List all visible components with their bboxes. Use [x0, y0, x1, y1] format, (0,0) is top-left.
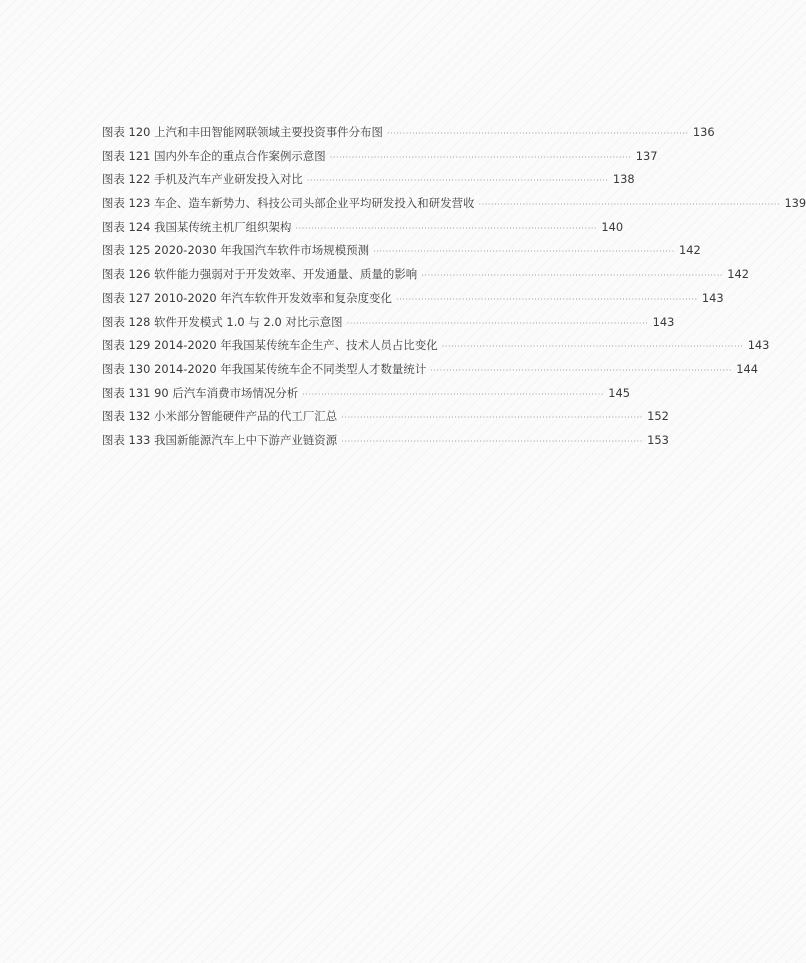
toc-entry[interactable]: [102, 334, 770, 358]
toc-entry-title: 图表 132 小米部分智能硬件产品的代工厂汇总: [102, 409, 338, 424]
dot-leader: ································································································: [373, 247, 675, 257]
table-of-figures: [102, 121, 806, 453]
toc-entry[interactable]: [102, 358, 758, 382]
dot-leader: ································································································: [430, 365, 732, 375]
toc-entry-title: 图表 124 我国某传统主机厂组织架构: [102, 219, 292, 234]
toc-entry-page: 143: [701, 290, 724, 305]
toc-entry-title: 图表 125 2020-2030 年我国汽车软件市场规模预测: [102, 243, 370, 258]
toc-entry-page: 140: [601, 219, 624, 234]
toc-entry-page: 139: [784, 196, 806, 211]
dot-leader: ································································································: [395, 294, 698, 304]
dot-leader: ································································································: [306, 176, 609, 186]
toc-entry-page: 144: [736, 361, 758, 376]
toc-entry-title: 图表 123 车企、造车新势力、科技公司头部企业平均研发投入和研发营收: [102, 196, 475, 211]
toc-entry[interactable]: [102, 429, 669, 453]
toc-entry-page: 142: [679, 243, 701, 258]
dot-leader: ································································································: [295, 223, 598, 233]
toc-entry-page: 137: [635, 148, 658, 163]
dot-leader: ································································································: [421, 271, 723, 281]
dot-leader: ································································································: [341, 413, 643, 423]
toc-entry-page: 136: [692, 125, 715, 139]
toc-entry-page: 142: [727, 267, 749, 282]
dot-leader: ································································································: [478, 200, 781, 210]
toc-entry-title: 图表 120 上汽和丰田智能网联领域主要投资事件分布图: [102, 125, 383, 139]
toc-entry[interactable]: [102, 216, 624, 240]
toc-entry-page: 143: [747, 338, 770, 353]
dot-leader: ································································································: [441, 342, 744, 352]
toc-entry[interactable]: [102, 263, 749, 287]
toc-entry[interactable]: [102, 168, 635, 192]
toc-entry-title: 图表 131 90 后汽车消费市场情况分析: [102, 385, 299, 400]
toc-entry[interactable]: [102, 382, 630, 406]
dot-leader: ································································································: [341, 436, 643, 446]
toc-entry[interactable]: [102, 311, 675, 335]
dot-leader: ································································································: [329, 152, 632, 162]
toc-entry-page: 152: [647, 409, 669, 424]
toc-entry[interactable]: [102, 239, 701, 263]
toc-entry-page: 153: [647, 432, 669, 447]
toc-entry-title: 图表 127 2010-2020 年汽车软件开发效率和复杂度变化: [102, 290, 392, 305]
toc-entry-title: 图表 129 2014-2020 年我国某传统车企生产、技术人员占比变化: [102, 338, 438, 353]
toc-entry[interactable]: [102, 405, 669, 429]
toc-entry-title: 图表 133 我国新能源汽车上中下游产业链资源: [102, 432, 338, 447]
toc-entry[interactable]: [102, 121, 715, 145]
dot-leader: ································································································: [302, 389, 604, 399]
toc-entry-title: 图表 126 软件能力强弱对于开发效率、开发通量、质量的影响: [102, 267, 418, 282]
dot-leader: ································································································: [346, 318, 649, 328]
dot-leader: ································································································: [386, 129, 689, 138]
toc-entry[interactable]: [102, 192, 806, 216]
toc-entry-title: 图表 122 手机及汽车产业研发投入对比: [102, 172, 303, 187]
toc-entry-page: 145: [608, 385, 630, 400]
toc-entry-title: 图表 130 2014-2020 年我国某传统车企不同类型人才数量统计: [102, 361, 427, 376]
toc-entry-title: 图表 121 国内外车企的重点合作案例示意图: [102, 148, 326, 163]
toc-entry[interactable]: [102, 287, 724, 311]
toc-entry[interactable]: [102, 145, 658, 169]
toc-entry-page: 138: [612, 172, 635, 187]
toc-entry-title: 图表 128 软件开发模式 1.0 与 2.0 对比示意图: [102, 314, 343, 329]
toc-entry-page: 143: [652, 314, 675, 329]
